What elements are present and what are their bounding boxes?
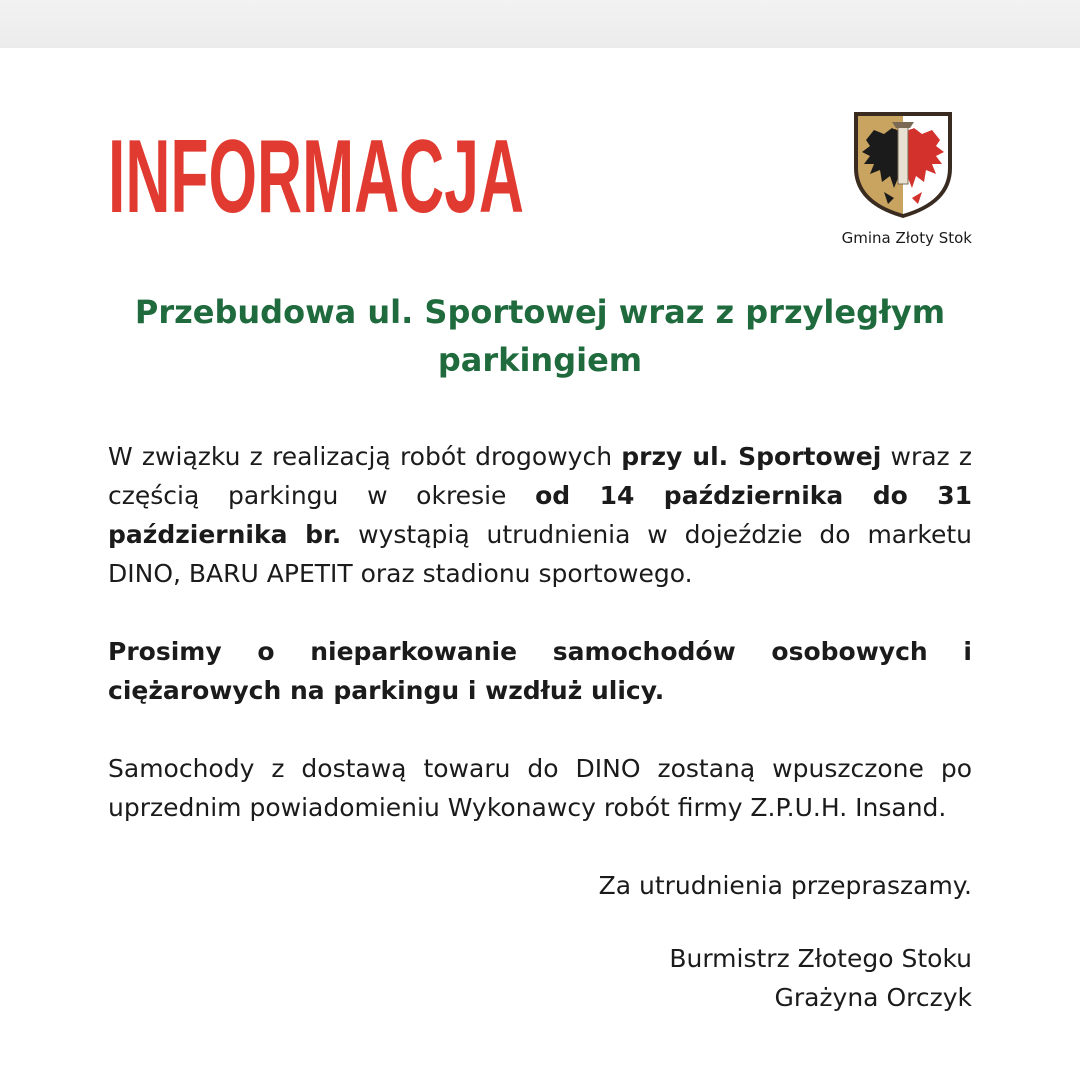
- paragraph-parking-request: [108, 632, 972, 710]
- paragraph-deliveries: Samochody z dostawą towaru do DINO zostaną wpuszczone po uprzednim powiadomieniu Wykonawcy robót firmy Z.P.U.H. Insand.: [108, 754, 972, 822]
- para1-text-3: wystąpią utrudnienia w dojeździe do marketu DINO, BARU APETIT oraz stadionu sportowego.: [108, 520, 973, 588]
- org-label: Gmina Złoty Stok: [841, 229, 972, 247]
- para1-street: przy ul. Sportowej: [621, 442, 882, 471]
- headline: [108, 119, 588, 235]
- headline-text: INFORMACJA: [108, 119, 524, 235]
- parking-request-text: Prosimy o nieparkowanie samochodów osobowych i ciężarowych na parkingu i wzdłuż ulicy.: [108, 637, 972, 705]
- top-band: [0, 0, 1080, 48]
- para1-text-2: wraz z częścią parkingu w okresie: [108, 442, 973, 510]
- notice-title: Przebudowa ul. Sportowej wraz z przyległym parkingiem: [134, 293, 946, 379]
- coat-of-arms-icon: [848, 106, 958, 222]
- paragraph-roadworks: [108, 437, 972, 593]
- apology-line: Za utrudnienia przepraszamy.: [598, 871, 972, 900]
- signature-role: Burmistrz Złotego Stoku: [669, 944, 972, 973]
- signature-block: [669, 939, 972, 1017]
- para1-dates: od 14 października do 31 października br.: [108, 481, 972, 549]
- para1-text-1: W związku z realizacją robót drogowych: [108, 442, 622, 471]
- signature-name: Grażyna Orczyk: [774, 983, 972, 1012]
